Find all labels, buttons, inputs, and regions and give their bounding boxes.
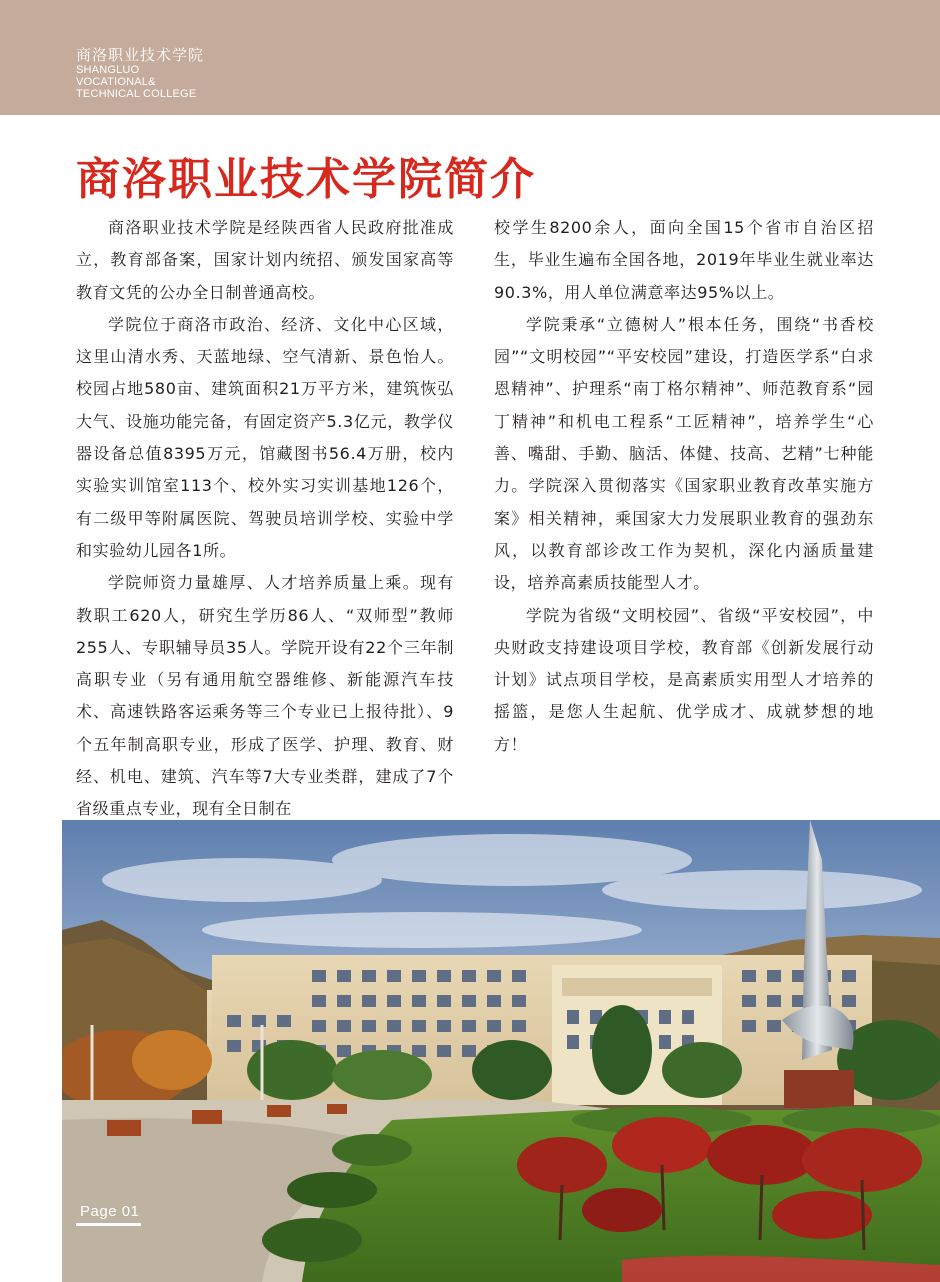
school-brand: [76, 46, 204, 100]
paragraph-continued: 校学生8200余人，面向全国15个省市自治区招生，毕业生遍布全国各地，2019年毕业生就业率达90.3%，用人单位满意率达95%以上。: [494, 218, 874, 302]
school-name-en-line: SHANGLUO: [76, 64, 140, 76]
right-text-column: [494, 212, 874, 761]
paragraph: 学院师资力量雄厚、人才培养质量上乘。现有教职工620人，研究生学历86人、“双师型”教师255人、专职辅导员35人。学院开设有22个三年制高职专业（另有通用航空器维修、新能源汽车技术、高速铁路客运乘务等三个专业已上报待批）、9个五年制高职专业，形成了医学、护理、教育、财经、机电、建筑、汽车等7大专业类群，建成了7个省级重点专业，现有全日制在: [76, 573, 454, 819]
left-text-column: [76, 212, 454, 826]
page-number: Page 01: [76, 1203, 141, 1226]
paragraph: 商洛职业技术学院是经陕西省人民政府批准成立，教育部备案，国家计划内统招、颁发国家高等教育文凭的公办全日制普通高校。: [76, 218, 454, 302]
school-name-en-line: TECHNICAL COLLEGE: [76, 88, 197, 100]
paragraph: 学院位于商洛市政治、经济、文化中心区域，这里山清水秀、天蓝地绿、空气清新、景色怡人。校园占地580亩、建筑面积21万平方米，建筑恢弘大气、设施功能完备，有固定资产5.3亿元，教学仪器设备总值8395万元，馆藏图书56.4万册，校内实验实训馆室113个、校外实习实训基地126个，有二级甲等附属医院、驾驶员培训学校、实验中学和实验幼儿园各1所。: [76, 314, 454, 560]
school-name-cn: 商洛职业技术学院: [76, 46, 205, 64]
paragraph: 学院为省级“文明校园”、省级“平安校园”，中央财政支持建设项目学校，教育部《创新发展行动计划》试点项目学校，是高素质实用型人才培养的摇篮，是您人生起航、优学成才、成就梦想的地方！: [494, 605, 874, 754]
school-name-en-line: VOCATIONAL&: [76, 76, 156, 88]
campus-photo: [62, 820, 940, 1282]
page-title: 商洛职业技术学院简介: [76, 154, 536, 205]
paragraph: 学院秉承“立德树人”根本任务，围绕“书香校园”“文明校园”“平安校园”建设，打造医学系“白求恩精神”、护理系“南丁格尔精神”、师范教育系“园丁精神”和机电工程系“工匠精神”，培养学生“心善、嘴甜、手勤、脑活、体健、技高、艺精”七种能力。学院深入贯彻落实《国家职业教育改革实施方案》相关精神，乘国家大力发展职业教育的强劲东风，以教育部诊改工作为契机，深化内涵质量建设，培养高素质技能型人才。: [494, 314, 874, 593]
